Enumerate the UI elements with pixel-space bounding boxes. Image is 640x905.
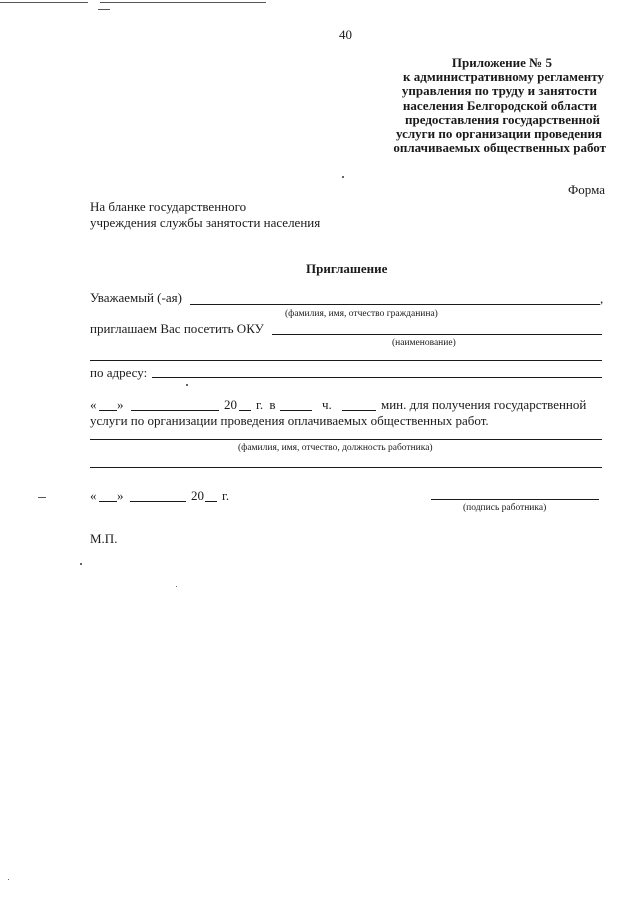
sign-year-suffix: г. bbox=[222, 488, 230, 503]
scan-speck bbox=[186, 384, 188, 386]
sign-year-field bbox=[205, 501, 217, 502]
scan-edge-line bbox=[100, 2, 266, 3]
signature-caption: (подпись работника) bbox=[463, 503, 547, 513]
form-label: Форма bbox=[568, 182, 605, 197]
date-close-quote: » bbox=[117, 397, 124, 412]
stamp-place: М.П. bbox=[90, 531, 118, 546]
letterhead-line-2: учреждения службы занятости населения bbox=[90, 215, 321, 230]
scan-edge-line bbox=[98, 9, 110, 10]
header-line-3: управления по труду и занятости bbox=[401, 83, 597, 99]
scan-edge-line bbox=[0, 2, 88, 3]
sign-date-close-quote: » bbox=[117, 488, 124, 503]
page-number: 40 bbox=[339, 27, 352, 42]
header-line-5: предоставления государственной bbox=[405, 111, 600, 127]
header-line-2: к административному регламенту bbox=[403, 69, 604, 85]
header-line-7: оплачиваемых общественных работ bbox=[393, 140, 606, 156]
service-text: услуги по организации проведения оплачиваемых общественных работ. bbox=[90, 413, 489, 428]
invite-label: приглашаем Вас посетить ОКУ bbox=[90, 321, 264, 336]
scan-speck bbox=[8, 879, 9, 880]
signature-field bbox=[431, 499, 599, 500]
address-field bbox=[152, 377, 602, 378]
organization-caption: (наименование) bbox=[392, 338, 456, 348]
scan-speck bbox=[80, 563, 82, 565]
year-prefix: 20 bbox=[224, 397, 237, 412]
address-label: по адресу: bbox=[90, 365, 148, 380]
sign-date-open-quote: « bbox=[90, 488, 97, 503]
scan-speck bbox=[176, 586, 177, 587]
appendix-header bbox=[393, 56, 606, 155]
letterhead-line-1: На бланке государственного bbox=[90, 199, 247, 214]
header-line-6: услуги по организации проведения bbox=[396, 126, 602, 142]
worker-field bbox=[90, 439, 602, 440]
year-field bbox=[239, 410, 251, 411]
month-field bbox=[131, 410, 219, 411]
date-open-quote: « bbox=[90, 397, 97, 412]
sign-day-field bbox=[99, 501, 117, 502]
organization-field bbox=[272, 334, 602, 335]
document-title: Приглашение bbox=[306, 261, 388, 276]
header-line-1: Приложение № 5 bbox=[451, 55, 552, 70]
worker-field-line-2 bbox=[90, 467, 602, 468]
sign-year-prefix: 20 bbox=[191, 488, 204, 503]
greeting-label: Уважаемый (-ая) bbox=[90, 290, 182, 305]
day-field bbox=[99, 410, 117, 411]
hour-label: ч. bbox=[322, 397, 332, 412]
year-at-label: г. в bbox=[256, 397, 276, 412]
scan-speck bbox=[342, 176, 344, 178]
worker-caption: (фамилия, имя, отчество, должность работника) bbox=[238, 443, 433, 453]
citizen-name-caption: (фамилия, имя, отчество гражданина) bbox=[285, 309, 438, 319]
sign-month-field bbox=[130, 501, 186, 502]
citizen-name-field bbox=[190, 304, 600, 305]
hour-field bbox=[280, 410, 312, 411]
organization-field-line-2 bbox=[90, 360, 602, 361]
minute-label: мин. для получения государственной bbox=[381, 397, 587, 412]
header-line-4: населения Белгородской области bbox=[402, 97, 597, 113]
greeting-comma: , bbox=[600, 291, 604, 306]
minute-field bbox=[342, 410, 376, 411]
margin-mark bbox=[38, 497, 46, 498]
